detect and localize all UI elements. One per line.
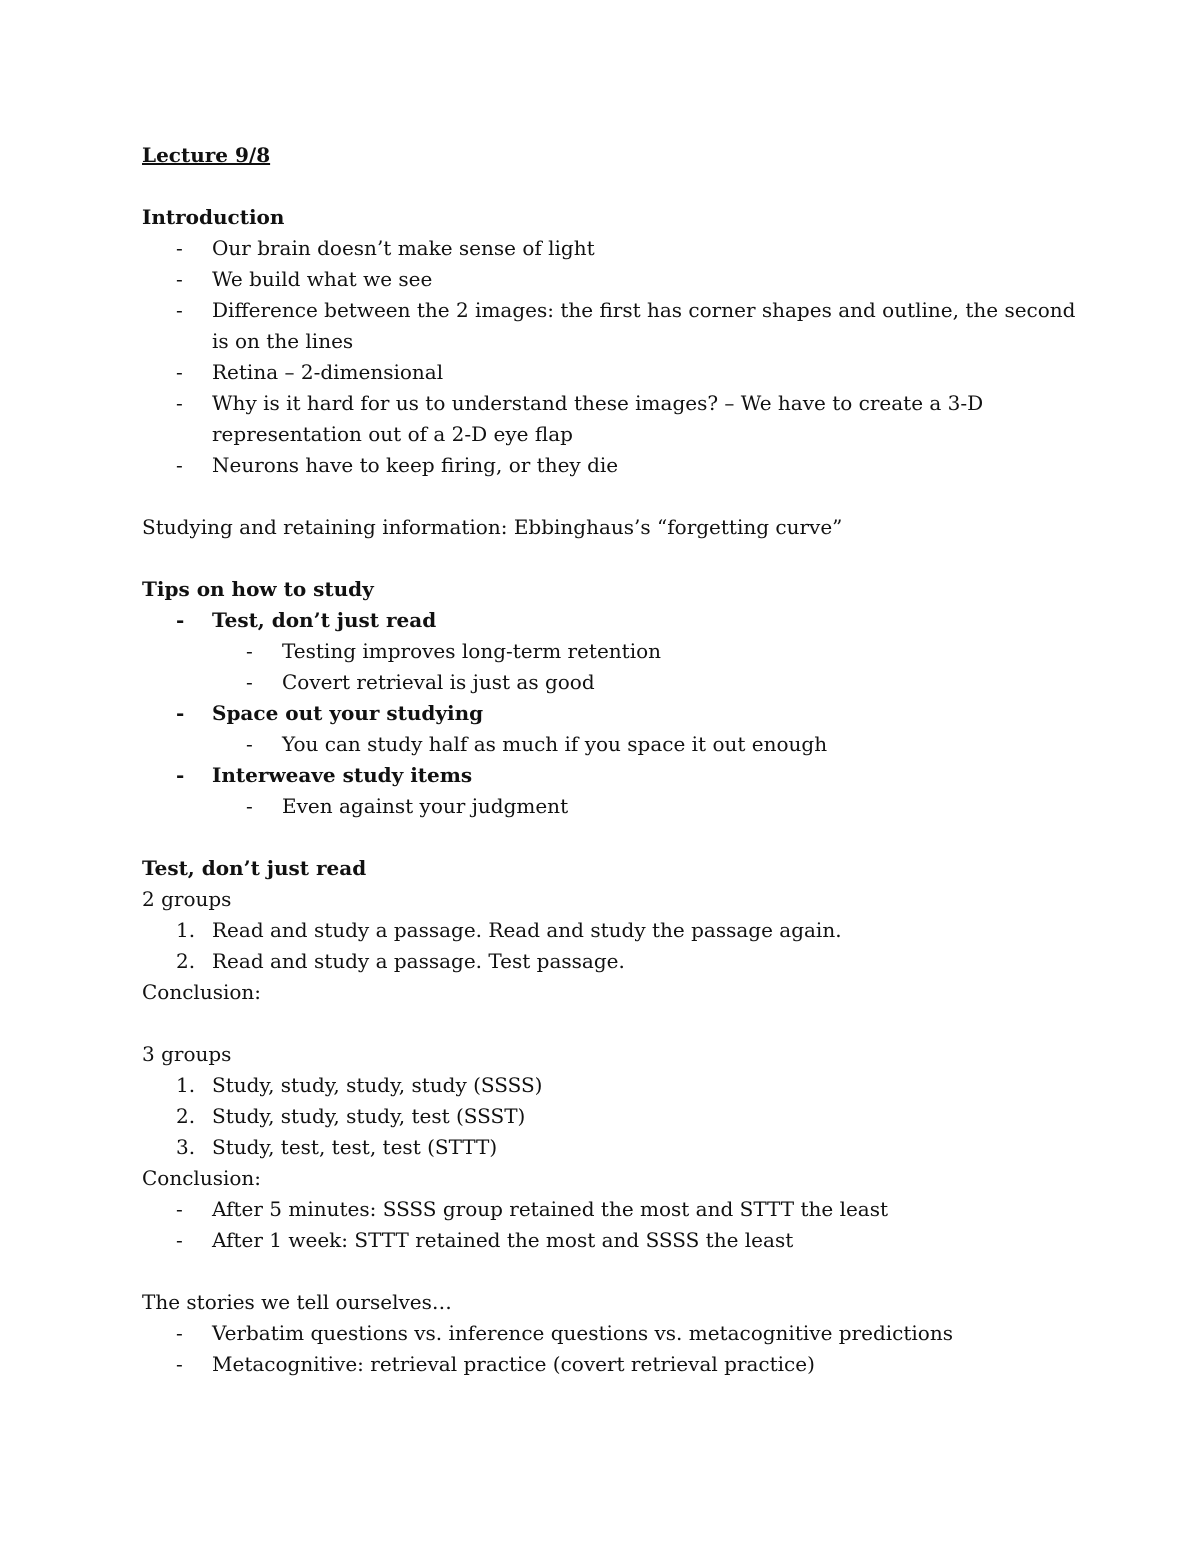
bullet-dash: - bbox=[176, 763, 185, 787]
tip-item-space bbox=[142, 698, 1082, 729]
number-marker: 1. bbox=[176, 918, 196, 942]
number-marker: 1. bbox=[176, 1073, 196, 1097]
sub-list-item bbox=[142, 667, 1082, 698]
sub-item-text: Covert retrieval is just as good bbox=[282, 670, 595, 694]
bullet-dash: - bbox=[246, 670, 253, 694]
list-item-text: Why is it hard for us to understand these images? – We have to create a 3-D representation out of a 2-D eye flap bbox=[212, 391, 984, 446]
spacer bbox=[142, 543, 1082, 574]
sub-list-item bbox=[142, 729, 1082, 760]
number-marker: 2. bbox=[176, 1104, 196, 1128]
document-body bbox=[142, 140, 1082, 1380]
groups3-label: 3 groups bbox=[142, 1042, 232, 1066]
tip-label: Test, don’t just read bbox=[212, 608, 437, 632]
tips-heading: Tips on how to study bbox=[142, 577, 374, 601]
list-item-text: Verbatim questions vs. inference questions vs. metacognitive predictions bbox=[212, 1321, 953, 1345]
bullet-dash: - bbox=[176, 360, 183, 384]
list-item-text: Retina – 2-dimensional bbox=[212, 360, 444, 384]
list-item bbox=[142, 388, 1082, 450]
sub-list-item bbox=[142, 791, 1082, 822]
list-item-text: We build what we see bbox=[212, 267, 433, 291]
bullet-dash: - bbox=[246, 794, 253, 818]
bullet-dash: - bbox=[176, 1321, 183, 1345]
conclusion-list bbox=[142, 1194, 1082, 1256]
sub-list-item bbox=[142, 636, 1082, 667]
bullet-dash: - bbox=[176, 1197, 183, 1221]
test-section-heading: Test, don’t just read bbox=[142, 856, 367, 880]
bullet-dash: - bbox=[176, 298, 183, 322]
spacer bbox=[142, 1256, 1082, 1287]
introduction-list bbox=[142, 233, 1082, 481]
list-item bbox=[142, 1318, 1082, 1349]
numbered-item-text: Study, study, study, test (SSST) bbox=[212, 1104, 526, 1128]
introduction-heading: Introduction bbox=[142, 205, 285, 229]
tip-item-test bbox=[142, 605, 1082, 636]
bullet-dash: - bbox=[176, 1228, 183, 1252]
sub-item-text: Testing improves long-term retention bbox=[282, 639, 662, 663]
spacer bbox=[142, 822, 1082, 853]
list-item-text: Metacognitive: retrieval practice (covert retrieval practice) bbox=[212, 1352, 815, 1376]
numbered-item bbox=[142, 946, 1082, 977]
numbered-item bbox=[142, 915, 1082, 946]
bullet-dash: - bbox=[176, 1352, 183, 1376]
numbered-item bbox=[142, 1132, 1082, 1163]
list-item bbox=[142, 450, 1082, 481]
conclusion-label: Conclusion: bbox=[142, 1166, 262, 1190]
tips-list bbox=[142, 605, 1082, 822]
list-item bbox=[142, 233, 1082, 264]
list-item-text: Neurons have to keep firing, or they die bbox=[212, 453, 619, 477]
spacer bbox=[142, 1008, 1082, 1039]
page-title: Lecture 9/8 bbox=[142, 143, 271, 167]
bullet-dash: - bbox=[246, 639, 253, 663]
groups2-list bbox=[142, 915, 1082, 977]
bullet-dash: - bbox=[246, 732, 253, 756]
list-item bbox=[142, 1349, 1082, 1380]
stories-list bbox=[142, 1318, 1082, 1380]
numbered-item bbox=[142, 1101, 1082, 1132]
list-item-text: Difference between the 2 images: the first has corner shapes and outline, the second is on the lines bbox=[212, 298, 1076, 353]
studying-line: Studying and retaining information: Ebbinghaus’s “forgetting curve” bbox=[142, 515, 843, 539]
list-item bbox=[142, 1225, 1082, 1256]
conclusion-label: Conclusion: bbox=[142, 980, 262, 1004]
list-item-text: After 1 week: STTT retained the most and SSSS the least bbox=[212, 1228, 794, 1252]
numbered-item-text: Study, study, study, study (SSSS) bbox=[212, 1073, 543, 1097]
list-item-text: Our brain doesn’t make sense of light bbox=[212, 236, 595, 260]
list-item bbox=[142, 357, 1082, 388]
groups3-list bbox=[142, 1070, 1082, 1163]
tip-label: Space out your studying bbox=[212, 701, 484, 725]
spacer bbox=[142, 171, 1082, 202]
numbered-item-text: Read and study a passage. Test passage. bbox=[212, 949, 625, 973]
numbered-item-text: Read and study a passage. Read and study the passage again. bbox=[212, 918, 842, 942]
bullet-dash: - bbox=[176, 267, 183, 291]
list-item bbox=[142, 1194, 1082, 1225]
bullet-dash: - bbox=[176, 391, 183, 415]
number-marker: 2. bbox=[176, 949, 196, 973]
spacer bbox=[142, 481, 1082, 512]
bullet-dash: - bbox=[176, 236, 183, 260]
bullet-dash: - bbox=[176, 701, 185, 725]
list-item bbox=[142, 264, 1082, 295]
tip-label: Interweave study items bbox=[212, 763, 473, 787]
tip-item-interweave bbox=[142, 760, 1082, 791]
bullet-dash: - bbox=[176, 608, 185, 632]
groups2-label: 2 groups bbox=[142, 887, 232, 911]
bullet-dash: - bbox=[176, 453, 183, 477]
number-marker: 3. bbox=[176, 1135, 196, 1159]
sub-item-text: Even against your judgment bbox=[282, 794, 569, 818]
list-item bbox=[142, 295, 1082, 357]
stories-line: The stories we tell ourselves… bbox=[142, 1290, 452, 1314]
list-item-text: After 5 minutes: SSSS group retained the most and STTT the least bbox=[212, 1197, 889, 1221]
numbered-item bbox=[142, 1070, 1082, 1101]
sub-item-text: You can study half as much if you space it out enough bbox=[282, 732, 828, 756]
numbered-item-text: Study, test, test, test (STTT) bbox=[212, 1135, 498, 1159]
